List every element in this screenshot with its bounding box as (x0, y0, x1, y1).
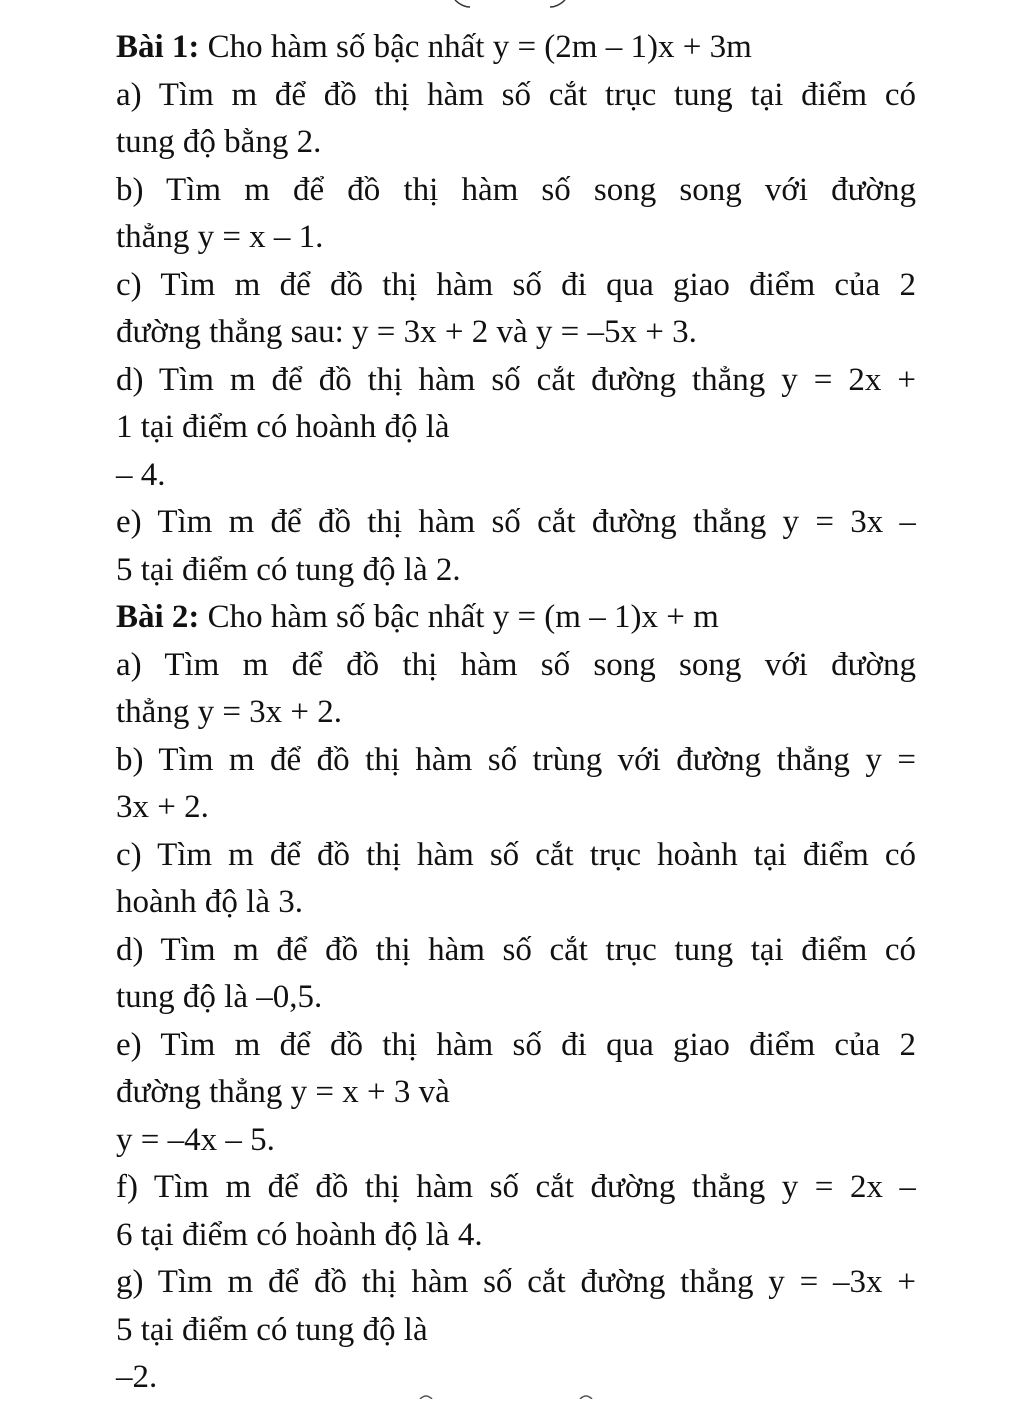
bai2-g-line3: –2. (116, 1359, 158, 1395)
bai2-title-rest: Cho hàm số bậc nhất y = (m – 1)x + m (199, 599, 719, 635)
bai2-heading (116, 594, 916, 642)
bai2-c-line2: hoành độ là 3. (116, 884, 303, 920)
bai1-b-line2: thẳng y = x – 1. (116, 219, 324, 255)
bai2-b-line1: b) Tìm m để đồ thị hàm số trùng với đường thẳng y = (116, 741, 916, 778)
bai2-g-line1: g) Tìm m để đồ thị hàm số cắt đường thẳng y = –3x + (116, 1264, 916, 1300)
bai1-e-line2: 5 tại điểm có tung độ là 2. (116, 551, 461, 588)
bai1-c-line1: c) Tìm m để đồ thị hàm số đi qua giao điểm của 2 (116, 266, 916, 303)
bai1-c-line2: đường thẳng sau: y = 3x + 2 và y = –5x + 3. (116, 314, 697, 350)
bai1-d-line1: d) Tìm m để đồ thị hàm số cắt đường thẳng y = 2x + (116, 361, 916, 398)
bai2-a-line1: a) Tìm m để đồ thị hàm số song song với đường (116, 646, 916, 683)
bai2-d-line2: tung độ là –0,5. (116, 979, 323, 1015)
bai1-b-line1: b) Tìm m để đồ thị hàm số song song với đường (116, 171, 916, 208)
bai2-d-line1: d) Tìm m để đồ thị hàm số cắt trục tung tại điểm có (116, 931, 916, 968)
bai2-c-line1: c) Tìm m để đồ thị hàm số cắt trục hoành tại điểm có (116, 836, 916, 873)
bai1-title-rest: Cho hàm số bậc nhất y = (2m – 1)x + 3m (199, 29, 752, 65)
bai1-title-bold: Bài 1: (116, 29, 200, 65)
exercise-document (116, 24, 916, 1402)
bai1-a-line1: a) Tìm m để đồ thị hàm số cắt trục tung tại điểm có (116, 76, 916, 113)
bai1-d-line2: 1 tại điểm có hoành độ là (116, 409, 450, 445)
bai2-a-line2: thẳng y = 3x + 2. (116, 694, 343, 730)
bai2-title-bold: Bài 2: (116, 599, 200, 635)
cropped-text-remnant-bottom (380, 1388, 640, 1399)
cropped-text-remnant-top (450, 0, 570, 8)
bai2-e-line1: e) Tìm m để đồ thị hàm số đi qua giao điểm của 2 (116, 1026, 916, 1063)
bai2-e-line3: y = –4x – 5. (116, 1121, 275, 1158)
bai2-f-line2: 6 tại điểm có hoành độ là 4. (116, 1216, 483, 1253)
bai2-e-line2: đường thẳng y = x + 3 và (116, 1074, 450, 1110)
bai1-d-line3: – 4. (116, 456, 166, 493)
bai1-a-line2: tung độ bằng 2. (116, 124, 322, 160)
bai2-g-line2: 5 tại điểm có tung độ là (116, 1311, 428, 1348)
bai2-f-line1: f) Tìm m để đồ thị hàm số cắt đường thẳng y = 2x – (116, 1169, 916, 1205)
bai1-e-line1: e) Tìm m để đồ thị hàm số cắt đường thẳng y = 3x – (116, 504, 916, 540)
bai1-heading (116, 24, 916, 72)
bai2-b-line2: 3x + 2. (116, 789, 209, 825)
